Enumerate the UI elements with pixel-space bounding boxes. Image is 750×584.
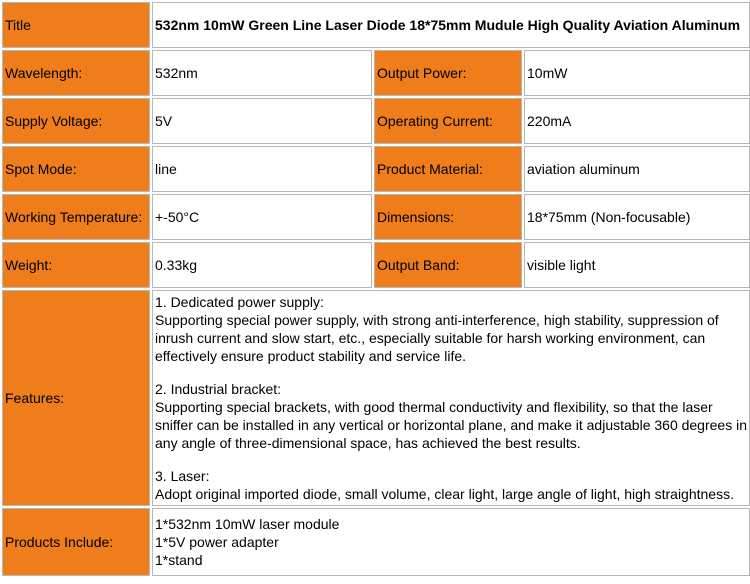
spec-value: 5V [152, 98, 372, 144]
feature-item [155, 293, 747, 365]
spec-value: 220mA [524, 98, 750, 144]
spec-row [2, 50, 750, 96]
spec-value: +-50°C [152, 194, 372, 240]
features-row [2, 290, 750, 506]
product-item: 1*stand [155, 552, 203, 568]
feature-text: Supporting special brackets, with good thermal conductivity and flexibility, so that the laser sniffer can be installed in any vertical or horizontal plane, and make it adjustable 360 degrees in any angle of three-dimensional space, has achieved the best results. [155, 399, 747, 451]
spec-label: Dimensions: [374, 194, 522, 240]
product-item: 1*532nm 10mW laser module [155, 516, 340, 532]
features-content [152, 290, 750, 506]
title-label: Title [2, 2, 150, 48]
product-title: 532nm 10mW Green Line Laser Diode 18*75mm Mudule High Quality Aviation Aluminum [152, 2, 750, 48]
spec-value: aviation aluminum [524, 146, 750, 192]
spec-row [2, 146, 750, 192]
feature-text: Adopt original imported diode, small volume, clear light, large angle of light, high straightness. [155, 486, 734, 502]
title-row [2, 2, 750, 48]
feature-heading: 3. Laser: [155, 468, 210, 484]
spec-value: 0.33kg [152, 242, 372, 288]
spec-label: Product Material: [374, 146, 522, 192]
features-label: Features: [2, 290, 150, 506]
products-label: Products Include: [2, 508, 150, 576]
feature-item [155, 380, 747, 452]
spec-value: line [152, 146, 372, 192]
spec-label: Working Temperature: [2, 194, 150, 240]
feature-item [155, 467, 747, 503]
spec-label: Spot Mode: [2, 146, 150, 192]
feature-text: Supporting special power supply, with strong anti-interference, high stability, suppression of inrush current and slow start, etc., especially suitable for harsh working environment, can effectively ensure product stability and service life. [155, 312, 719, 364]
spec-label: Weight: [2, 242, 150, 288]
spec-row [2, 98, 750, 144]
spec-label: Wavelength: [2, 50, 150, 96]
spec-row [2, 194, 750, 240]
spec-value: 532nm [152, 50, 372, 96]
spec-value: 10mW [524, 50, 750, 96]
spec-label: Operating Current: [374, 98, 522, 144]
spec-label: Supply Voltage: [2, 98, 150, 144]
product-item: 1*5V power adapter [155, 534, 279, 550]
feature-heading: 1. Dedicated power supply: [155, 294, 324, 310]
feature-heading: 2. Industrial bracket: [155, 381, 282, 397]
spec-label: Output Power: [374, 50, 522, 96]
spec-label: Output Band: [374, 242, 522, 288]
spec-value: 18*75mm (Non-focusable) [524, 194, 750, 240]
products-content [152, 508, 750, 576]
spec-value: visible light [524, 242, 750, 288]
products-row [2, 508, 750, 576]
spec-row [2, 242, 750, 288]
